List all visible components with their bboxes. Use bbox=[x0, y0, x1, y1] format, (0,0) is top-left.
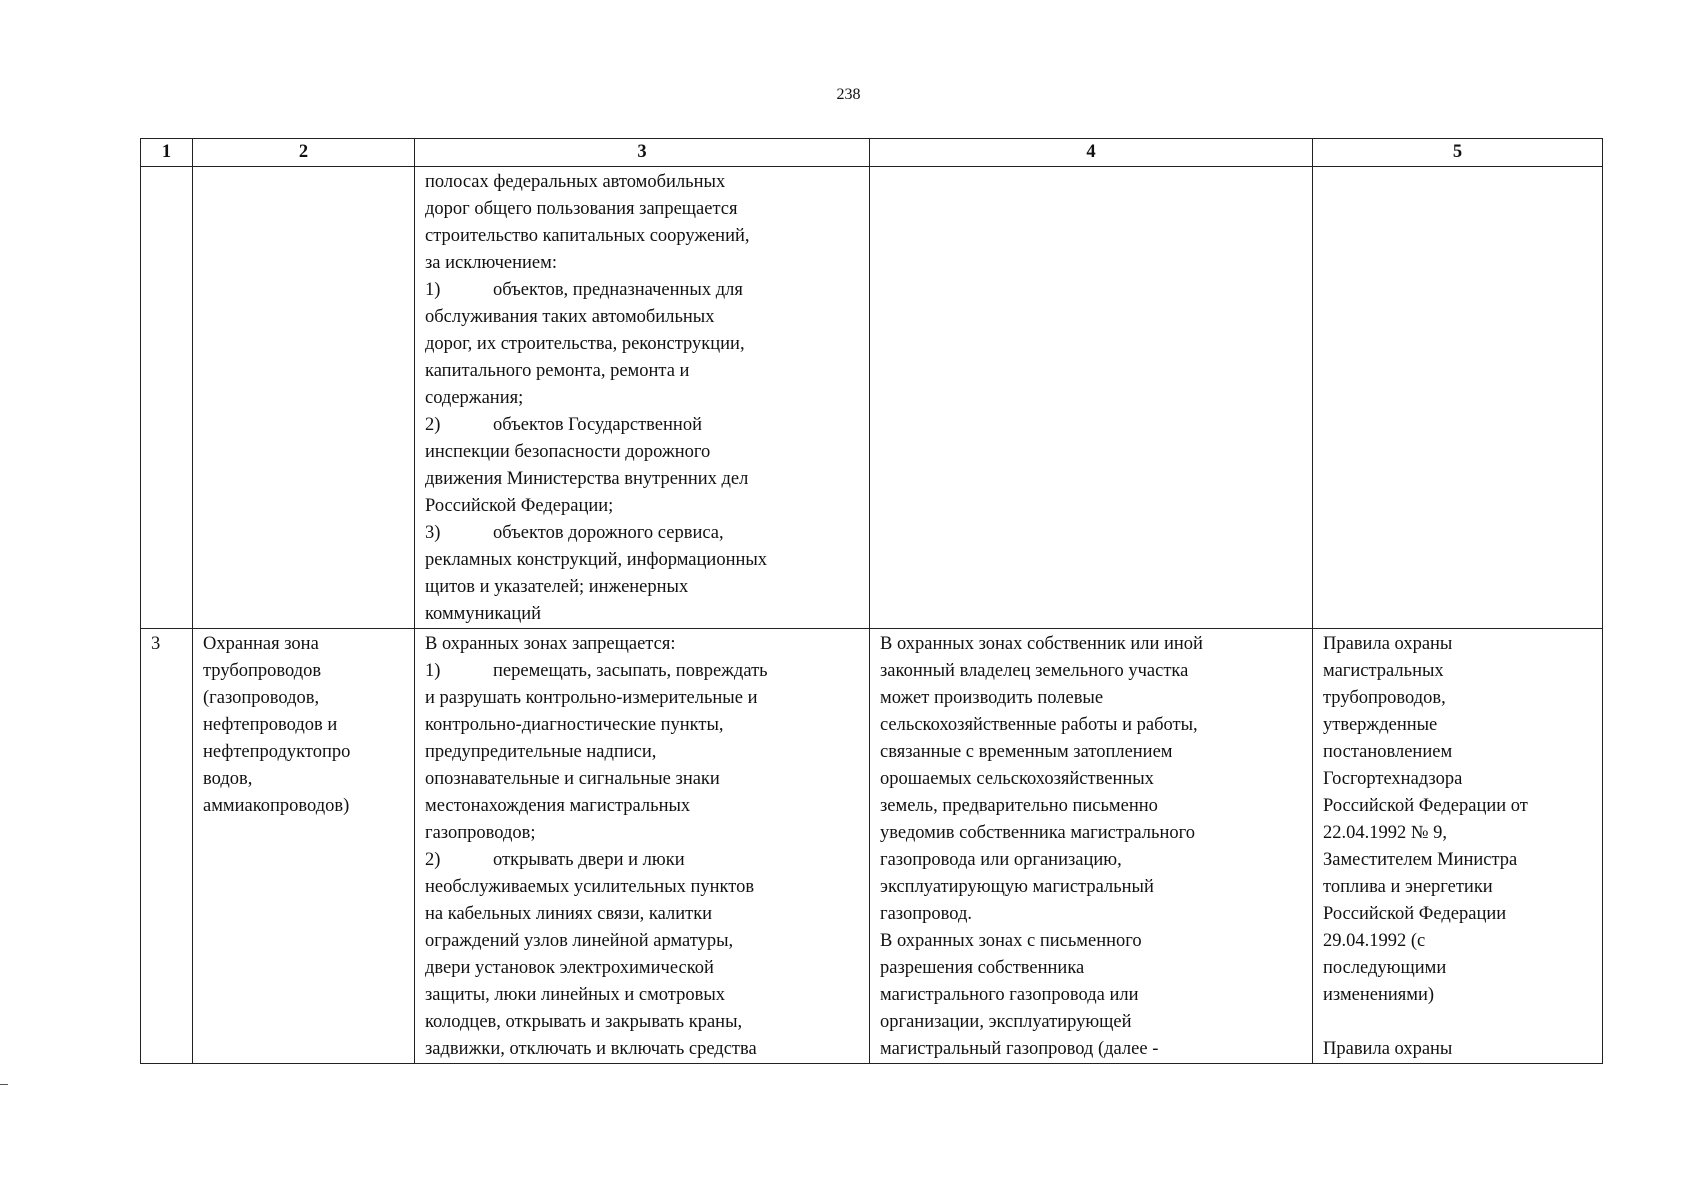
text-line: рекламных конструкций, информационных bbox=[425, 550, 768, 570]
text-line: законный владелец земельного участка bbox=[880, 661, 1189, 681]
text-line: предупредительные надписи, bbox=[425, 742, 657, 762]
text-line: Правила охраны bbox=[1323, 1039, 1453, 1059]
text-line: газопровода или организацию, bbox=[880, 850, 1122, 870]
text-line: земель, предварительно письменно bbox=[880, 796, 1158, 816]
text-line: и разрушать контрольно-измерительные и bbox=[425, 688, 758, 708]
text-line: защиты, люки линейных и смотровых bbox=[425, 985, 726, 1005]
text-line: 22.04.1992 № 9, bbox=[1323, 823, 1448, 843]
text-line: двери установок электрохимической bbox=[425, 958, 714, 978]
row-3-number: 3 bbox=[141, 629, 193, 1064]
text-line: Российской Федерации bbox=[1323, 904, 1507, 924]
header-row bbox=[141, 139, 1603, 167]
list-item-text: открывать двери и люки bbox=[493, 850, 685, 870]
text-line: щитов и указателей; инженерных bbox=[425, 577, 689, 597]
text-line: опознавательные и сигнальные знаки bbox=[425, 769, 720, 789]
text-line: за исключением: bbox=[425, 253, 557, 273]
text-line: содержания; bbox=[425, 388, 524, 408]
text-line: топлива и энергетики bbox=[1323, 877, 1493, 897]
text-line: движения Министерства внутренних дел bbox=[425, 469, 749, 489]
text-line: организации, эксплуатирующей bbox=[880, 1012, 1132, 1032]
text-line: газопровод. bbox=[880, 904, 973, 924]
text-line: дорог, их строительства, реконструкции, bbox=[425, 334, 745, 354]
text-line: Правила охраны bbox=[1323, 634, 1453, 654]
text-line: необслуживаемых усилительных пунктов bbox=[425, 877, 755, 897]
text-line: дорог общего пользования запрещается bbox=[425, 199, 738, 219]
row-continued-col-5 bbox=[1313, 167, 1603, 629]
text-line: трубопроводов bbox=[203, 661, 322, 681]
list-item bbox=[425, 847, 859, 874]
text-line: местонахождения магистральных bbox=[425, 796, 691, 816]
text-line: обслуживания таких автомобильных bbox=[425, 307, 715, 327]
list-item bbox=[425, 658, 859, 685]
list-item-number: 2) bbox=[425, 850, 441, 870]
text-line: магистрального газопровода или bbox=[880, 985, 1139, 1005]
header-col-1: 1 bbox=[141, 139, 193, 167]
header-col-4: 4 bbox=[870, 139, 1313, 167]
text-line: колодцев, открывать и закрывать краны, bbox=[425, 1012, 743, 1032]
text-line: сельскохозяйственные работы и работы, bbox=[880, 715, 1198, 735]
list-item bbox=[425, 520, 859, 547]
text-line: трубопроводов, bbox=[1323, 688, 1446, 708]
text-line: связанные с временным затоплением bbox=[880, 742, 1173, 762]
text-line: газопроводов; bbox=[425, 823, 536, 843]
text-line: полосах федеральных автомобильных bbox=[425, 172, 726, 192]
text-line: нефтепродуктопро bbox=[203, 742, 351, 762]
row-continued-col-3 bbox=[415, 167, 870, 629]
text-line: ограждений узлов линейной арматуры, bbox=[425, 931, 734, 951]
text-line: строительство капитальных сооружений, bbox=[425, 226, 750, 246]
text-line: Российской Федерации от bbox=[1323, 796, 1528, 816]
header-col-5: 5 bbox=[1313, 139, 1603, 167]
row-continued-col-1 bbox=[141, 167, 193, 629]
text-line: нефтепроводов и bbox=[203, 715, 338, 735]
text-line: уведомив собственника магистрального bbox=[880, 823, 1195, 843]
blank-line bbox=[1323, 1009, 1592, 1036]
text-line: задвижки, отключать и включать средства bbox=[425, 1039, 757, 1059]
list-item-text: объектов, предназначенных для bbox=[493, 280, 743, 300]
list-item bbox=[425, 277, 859, 304]
text-line: (газопроводов, bbox=[203, 688, 320, 708]
row-3-prohibitions bbox=[415, 629, 870, 1064]
text-line: магистральный газопровод (далее - bbox=[880, 1039, 1159, 1059]
list-item bbox=[425, 412, 859, 439]
text-line: магистральных bbox=[1323, 661, 1444, 681]
text-line: В охранных зонах запрещается: bbox=[425, 634, 676, 654]
text-line: эксплуатирующую магистральный bbox=[880, 877, 1154, 897]
header-col-2: 2 bbox=[193, 139, 415, 167]
row-3-permissions bbox=[870, 629, 1313, 1064]
text-line: Заместителем Министра bbox=[1323, 850, 1518, 870]
text-line: инспекции безопасности дорожного bbox=[425, 442, 711, 462]
list-item-text: объектов дорожного сервиса, bbox=[493, 523, 724, 543]
list-item-text: объектов Государственной bbox=[493, 415, 702, 435]
list-item-number: 2) bbox=[425, 415, 441, 435]
text-line: В охранных зонах с письменного bbox=[880, 931, 1142, 951]
text-line: капитального ремонта, ремонта и bbox=[425, 361, 690, 381]
text-line: изменениями) bbox=[1323, 985, 1435, 1005]
list-item-text: перемещать, засыпать, повреждать bbox=[493, 661, 768, 681]
list-item-number: 1) bbox=[425, 280, 441, 300]
text-line: 29.04.1992 (с bbox=[1323, 931, 1426, 951]
row-3-legal-basis bbox=[1313, 629, 1603, 1064]
text-line: орошаемых сельскохозяйственных bbox=[880, 769, 1154, 789]
text-line: на кабельных линиях связи, калитки bbox=[425, 904, 713, 924]
text-line: разрешения собственника bbox=[880, 958, 1085, 978]
text-line: водов, bbox=[203, 769, 253, 789]
text-line: постановлением bbox=[1323, 742, 1453, 762]
list-item-number: 3) bbox=[425, 523, 441, 543]
row-3-zone-name bbox=[193, 629, 415, 1064]
table-row-continued bbox=[141, 167, 1603, 629]
text-line: Охранная зона bbox=[203, 634, 319, 654]
scan-edge-mark bbox=[0, 1084, 8, 1085]
text-line: может производить полевые bbox=[880, 688, 1104, 708]
list-item-number: 1) bbox=[425, 661, 441, 681]
text-line: утвержденные bbox=[1323, 715, 1438, 735]
page-number: 238 bbox=[836, 86, 861, 103]
row-continued-col-4 bbox=[870, 167, 1313, 629]
row-continued-col-2 bbox=[193, 167, 415, 629]
text-line: Госгортехнадзора bbox=[1323, 769, 1463, 789]
text-line: коммуникаций bbox=[425, 604, 542, 624]
text-line: контрольно-диагностические пункты, bbox=[425, 715, 724, 735]
text-line: Российской Федерации; bbox=[425, 496, 614, 516]
text-line: В охранных зонах собственник или иной bbox=[880, 634, 1203, 654]
table-row-3 bbox=[141, 629, 1603, 1064]
regulation-table bbox=[140, 138, 1603, 1064]
text-line: аммиакопроводов) bbox=[203, 796, 350, 816]
text-line: последующими bbox=[1323, 958, 1447, 978]
header-col-3: 3 bbox=[415, 139, 870, 167]
